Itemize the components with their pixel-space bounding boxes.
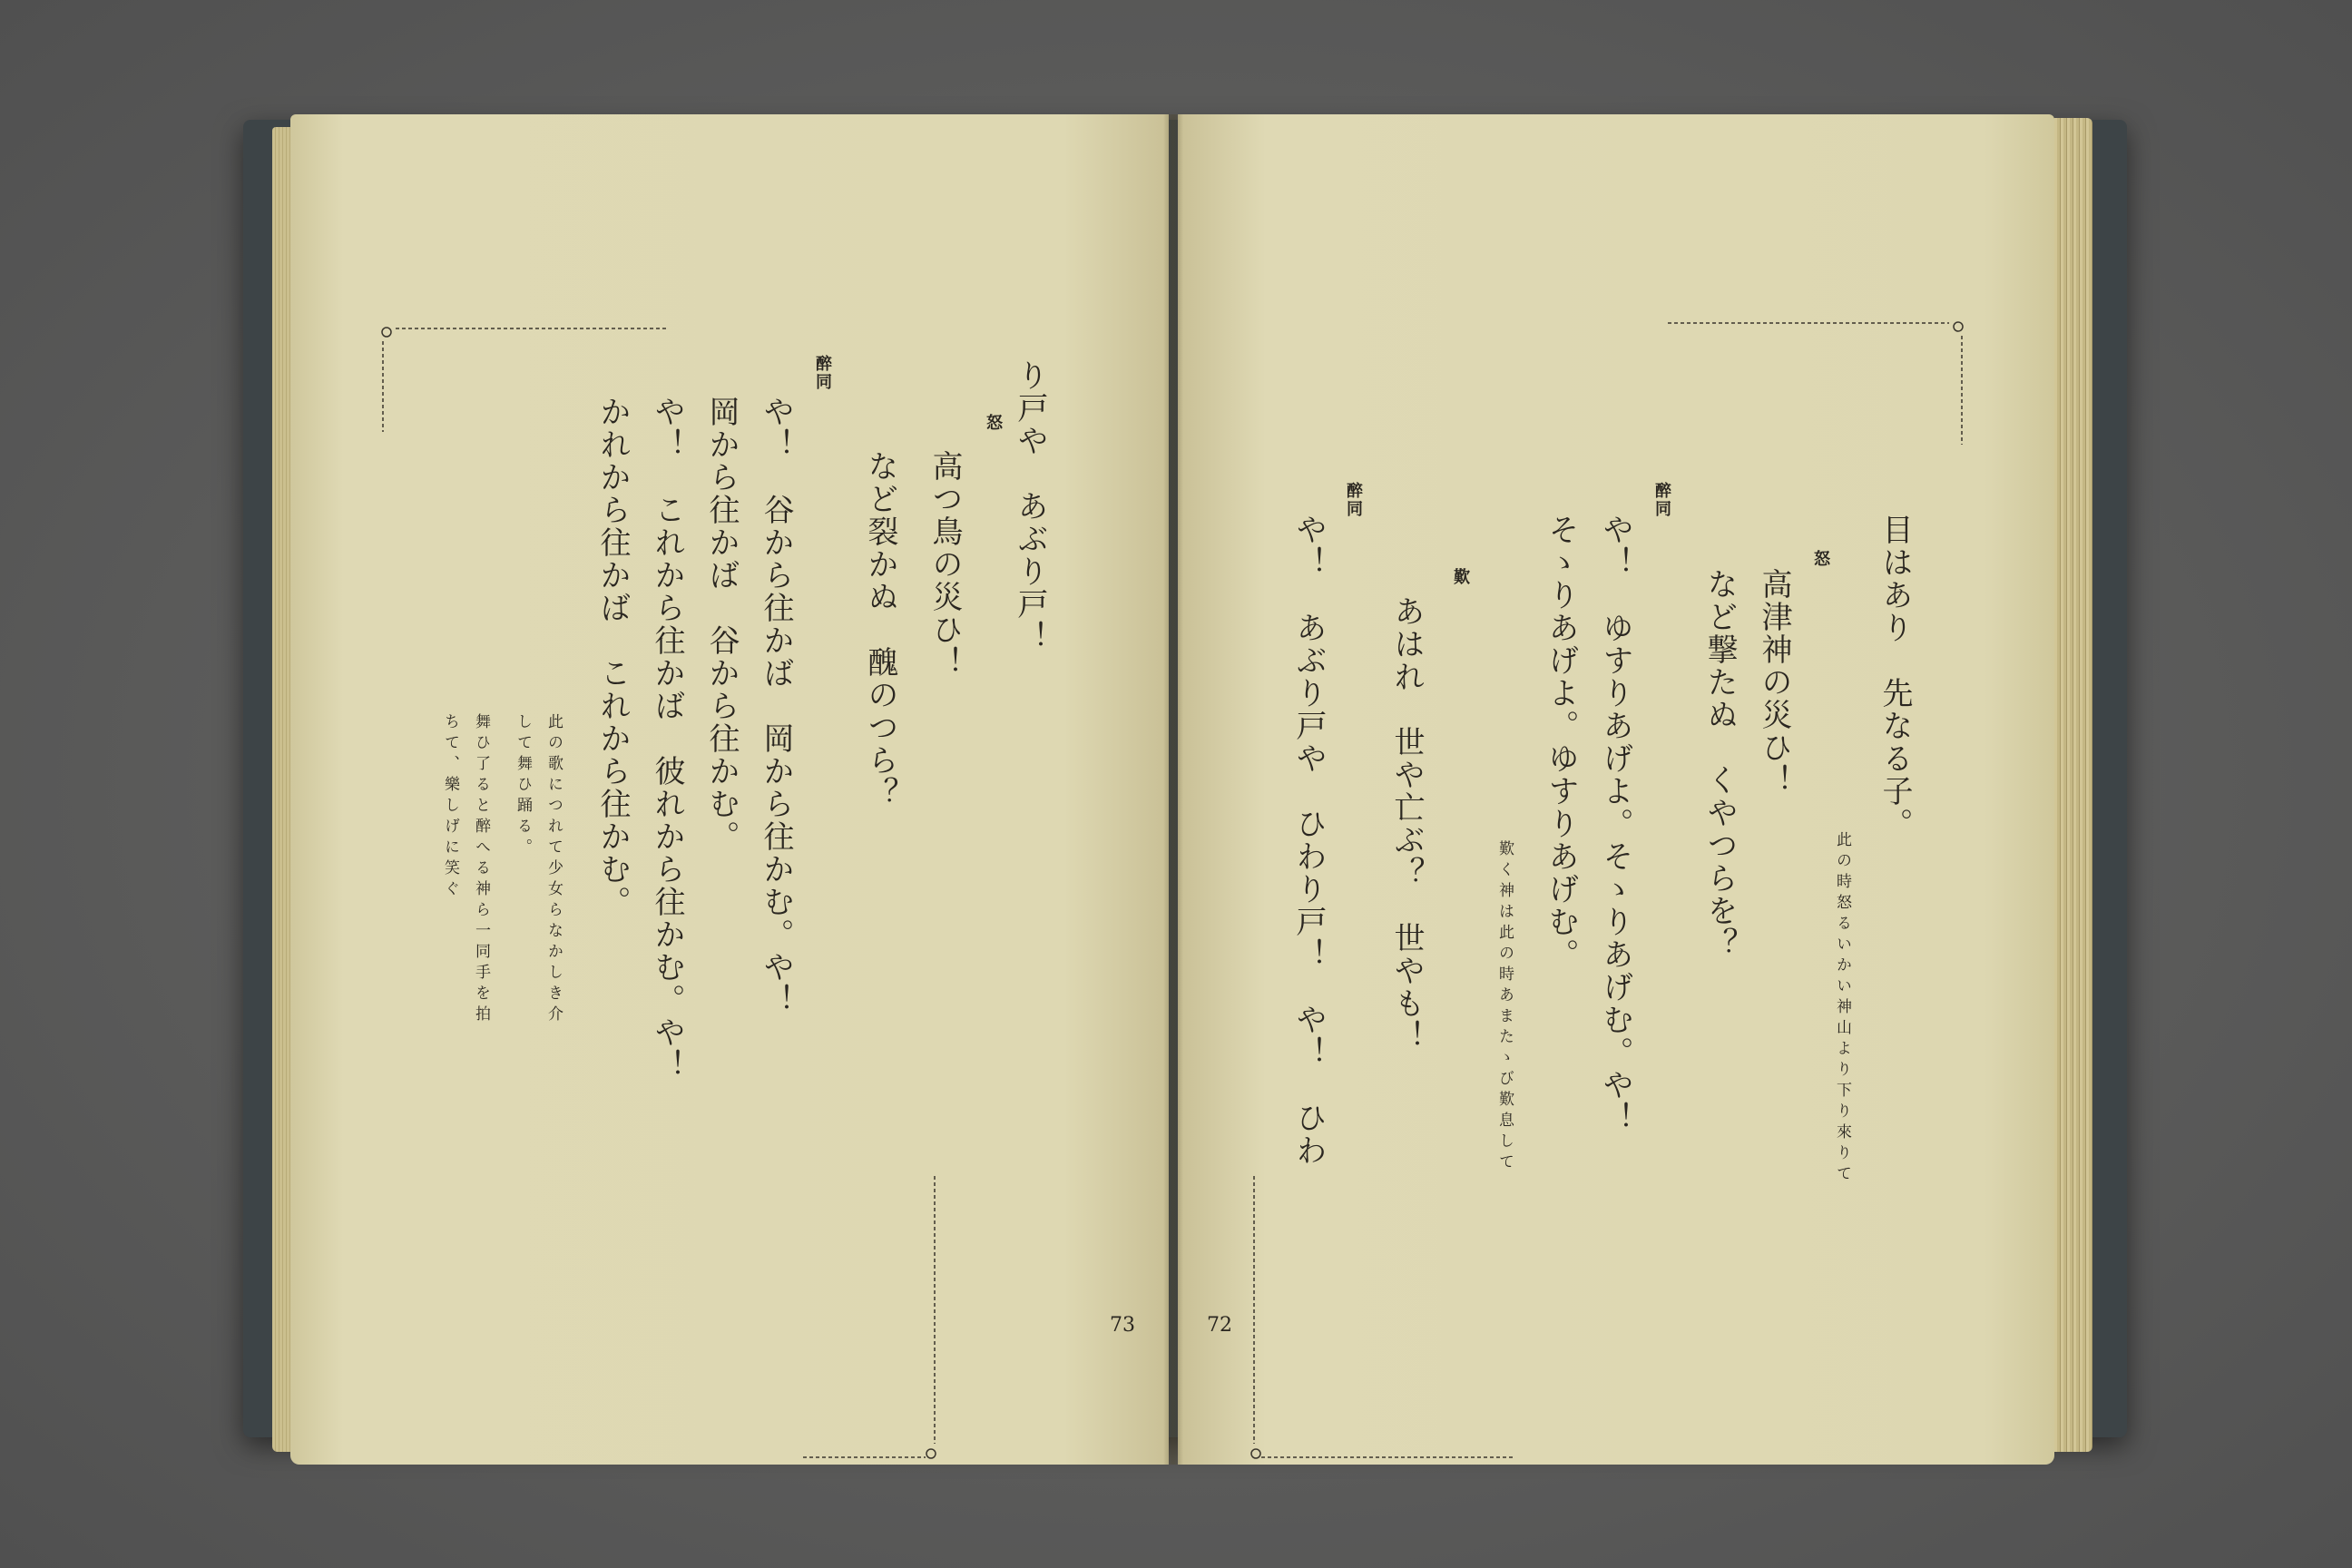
speaker-label: 怒 (1811, 550, 1830, 568)
text-column-3: など撃たぬ くやつらを？ (1701, 568, 1738, 960)
book-gutter (1163, 114, 1183, 1465)
page-number: 72 (1207, 1314, 1232, 1337)
speaker-label: 醉同 (1344, 482, 1363, 518)
speaker-label: 歎 (1451, 568, 1470, 586)
ornament-frame-top-right (1659, 318, 1985, 454)
stage-direction-line: 舞ひ了ると醉へる神ら一同手を拍 (472, 713, 490, 1026)
page-edges-right (2051, 118, 2092, 1452)
ornament-frame-bottom-right (799, 1158, 944, 1466)
text-column-4: や！ 谷から往かば 岡から往かむ。や！ (758, 396, 794, 1016)
text-column-3: など裂かぬ 醜のつら？ (862, 450, 898, 809)
text-column-6: や！ これから往かば 彼れから往かむ。や！ (649, 396, 685, 1082)
text-column-2: 高津神の災ひ！ (1756, 568, 1792, 797)
ornament-frame-bottom-left (1243, 1158, 1524, 1466)
stage-direction-line: 此の歌につれて少女らなかしき介 (544, 713, 563, 1026)
text-column-2: 高つ鳥の災ひ！ (926, 450, 963, 679)
speaker-label: 醉同 (813, 355, 832, 391)
text-column-7: や！ あぶり戸や ひわり戸！ や！ ひわ (1290, 514, 1327, 1167)
speaker-label: 醉同 (1652, 482, 1671, 518)
stage-direction-line: ちて、樂しげに笑ぐ (441, 713, 459, 901)
speaker-label: 怒 (984, 414, 1003, 432)
text-column-4: や！ ゆすりあげよ。そゝりあげむ。や！ (1597, 514, 1633, 1134)
page-number: 73 (1110, 1314, 1135, 1337)
text-column-6: あはれ 世や亡ぶ？ 世やも！ (1388, 595, 1425, 1053)
left-page (290, 114, 1169, 1465)
text-column-5: 岡から往かば 谷から往かむ。 (703, 396, 740, 853)
stage-direction-line: して舞ひ踊る。 (514, 713, 532, 859)
stage-direction-line: 歎く神は此の時あまたゝび歎息して (1495, 840, 1514, 1174)
text-column-7: かれから往かば これから往かむ。 (594, 396, 631, 918)
right-page (1178, 114, 2054, 1465)
text-column-5: そゝりあげよ。ゆすりあげむ。 (1543, 514, 1579, 971)
text-column-1: り戸や あぶり戸！ (1012, 359, 1048, 653)
text-column-1: 目はあり 先なる子。 (1877, 514, 1913, 840)
stage-direction-line: 此の時怒るいかい神山より下り來りて (1833, 831, 1851, 1186)
